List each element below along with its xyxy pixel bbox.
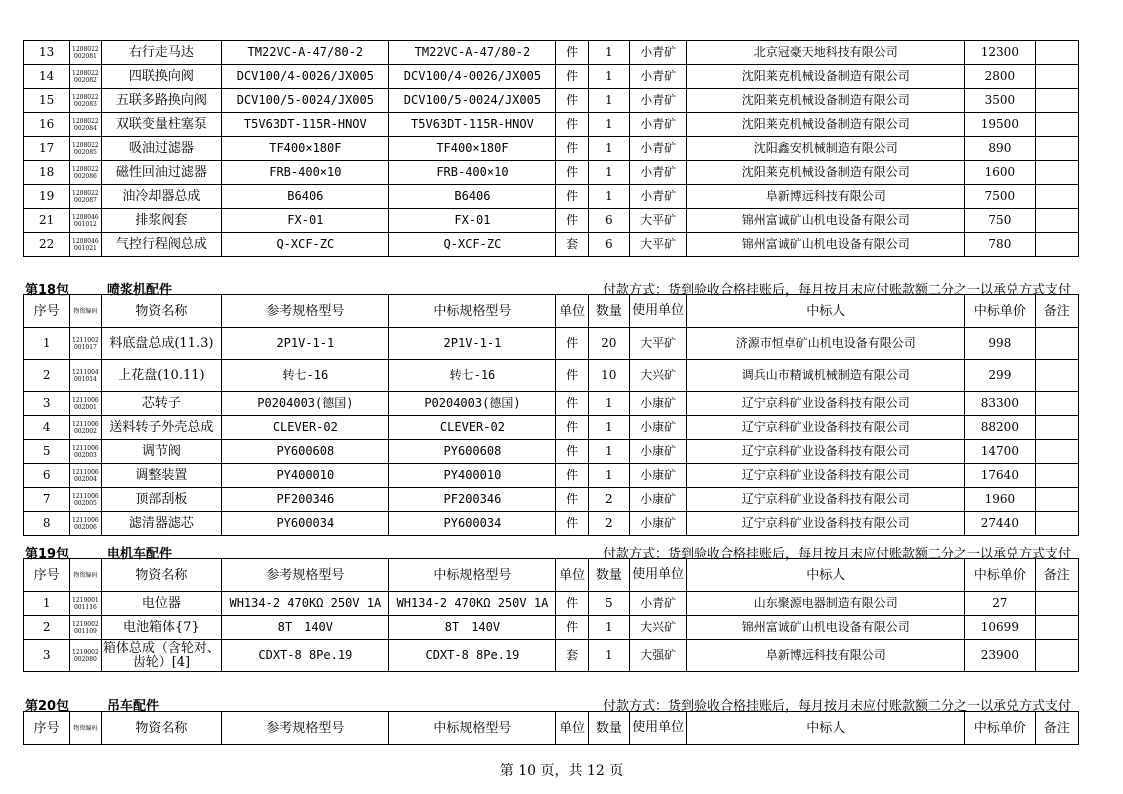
reference-spec: TM22VC-A-47/80-2	[222, 41, 389, 65]
reference-spec: 2P1V-1-1	[222, 328, 389, 360]
material-code: 1211006002002	[70, 416, 101, 440]
unit: 件	[556, 416, 588, 440]
table-row	[24, 512, 1079, 536]
reference-spec: 转七-16	[222, 360, 389, 392]
unit-price: 1960	[965, 488, 1035, 512]
winning-spec: B6406	[389, 185, 556, 209]
row-number: 15	[24, 89, 70, 113]
header-quantity: 数量	[588, 295, 629, 328]
header-winning-bidder: 中标人	[687, 295, 965, 328]
winning-spec: P0204003(德国)	[389, 392, 556, 416]
using-unit: 小青矿	[629, 137, 686, 161]
row-number: 17	[24, 137, 70, 161]
winning-spec: Q-XCF-ZC	[389, 233, 556, 257]
winning-bidder: 沈阳莱克机械设备制造有限公司	[687, 161, 965, 185]
remarks	[1035, 113, 1078, 137]
material-name: 排浆阀套	[101, 209, 222, 233]
material-name: 五联多路换向阀	[101, 89, 222, 113]
header-winning-bidder: 中标人	[687, 712, 965, 745]
winning-bidder: 沈阳莱克机械设备制造有限公司	[687, 89, 965, 113]
quantity: 1	[588, 185, 629, 209]
winning-spec: TF400×180F	[389, 137, 556, 161]
remarks	[1035, 440, 1078, 464]
winning-bidder: 辽宁京科矿业设备科技有限公司	[687, 392, 965, 416]
material-code: 1211006002005	[70, 488, 101, 512]
material-name: 气控行程阀总成	[101, 233, 222, 257]
table-row	[24, 360, 1079, 392]
payment-terms: 付款方式：货到验收合格挂账后，每月按月末应付账款额二分之一以承兑方式支付	[602, 283, 1071, 298]
material-code: 1211006002006	[70, 512, 101, 536]
unit: 套	[556, 640, 588, 672]
table-header-row	[24, 295, 1079, 328]
reference-spec: CDXT-8 8Pe.19	[222, 640, 389, 672]
winning-spec: DCV100/5-0024/JX005	[389, 89, 556, 113]
material-name: 调节阀	[101, 440, 222, 464]
remarks	[1035, 512, 1078, 536]
table-row	[24, 233, 1079, 257]
quantity: 1	[588, 392, 629, 416]
reference-spec: PY400010	[222, 464, 389, 488]
material-code: 1211004001014	[70, 360, 101, 392]
unit: 件	[556, 161, 588, 185]
using-unit: 大平矿	[629, 233, 686, 257]
header-unit-price: 中标单价	[965, 295, 1035, 328]
using-unit: 小康矿	[629, 512, 686, 536]
page-footer: 第 10 页，共 12 页	[499, 763, 624, 779]
row-number: 21	[24, 209, 70, 233]
material-name: 箱体总成（含轮对、齿轮）[4]	[102, 640, 220, 670]
package-title: 电机车配件	[107, 547, 173, 562]
material-name: 油冷却器总成	[101, 185, 222, 209]
header-remarks: 备注	[1035, 712, 1078, 745]
row-number: 19	[24, 185, 70, 209]
unit: 件	[556, 512, 588, 536]
material-code: 1211002001017	[70, 328, 101, 360]
row-number: 16	[24, 113, 70, 137]
unit-price: 83300	[965, 392, 1035, 416]
winning-spec: 2P1V-1-1	[389, 328, 556, 360]
row-number: 7	[24, 488, 70, 512]
material-name: 右行走马达	[101, 41, 222, 65]
header-reference-spec: 参考规格型号	[222, 712, 389, 745]
unit-price: 998	[965, 328, 1035, 360]
material-code: 1208022002087	[70, 185, 101, 209]
header-unit-price: 中标单价	[965, 559, 1035, 592]
package-title: 吊车配件	[107, 699, 160, 714]
material-name: 料底盘总成(11.3)	[101, 328, 222, 360]
unit: 件	[556, 185, 588, 209]
package-number: 第19包	[25, 547, 70, 562]
material-code: 1211006002001	[70, 392, 101, 416]
header-winning-spec: 中标规格型号	[389, 712, 556, 745]
row-number: 8	[24, 512, 70, 536]
reference-spec: PY600608	[222, 440, 389, 464]
row-number: 3	[24, 640, 70, 672]
unit-price: 780	[965, 233, 1035, 257]
remarks	[1035, 360, 1078, 392]
header-unit: 单位	[556, 712, 588, 745]
unit: 件	[556, 592, 588, 616]
header-winning-spec: 中标规格型号	[389, 295, 556, 328]
quantity: 20	[588, 328, 629, 360]
table-row	[24, 161, 1079, 185]
material-name: 顶部刮板	[101, 488, 222, 512]
reference-spec: B6406	[222, 185, 389, 209]
material-code: 1208022002081	[70, 41, 101, 65]
reference-spec: P0204003(德国)	[222, 392, 389, 416]
remarks	[1035, 464, 1078, 488]
reference-spec: 8T 140V	[222, 616, 389, 640]
reference-spec: Q-XCF-ZC	[222, 233, 389, 257]
winning-spec: PY600034	[389, 512, 556, 536]
quantity: 1	[588, 113, 629, 137]
header-material-code: 物资编码	[70, 559, 101, 592]
unit: 件	[556, 89, 588, 113]
winning-bidder: 阜新博远科技有限公司	[687, 185, 965, 209]
material-name: 调整装置	[101, 464, 222, 488]
unit-price: 17640	[965, 464, 1035, 488]
reference-spec: FX-01	[222, 209, 389, 233]
header-unit-price: 中标单价	[965, 712, 1035, 745]
using-unit: 小青矿	[629, 592, 686, 616]
winning-spec: TM22VC-A-47/80-2	[389, 41, 556, 65]
material-code: 1208022002085	[70, 137, 101, 161]
table-row	[24, 113, 1079, 137]
row-number: 5	[24, 440, 70, 464]
material-code: 1208046001021	[70, 233, 101, 257]
reference-spec: TF400×180F	[222, 137, 389, 161]
table-row	[24, 440, 1079, 464]
unit: 件	[556, 41, 588, 65]
header-material-code: 物资编码	[70, 295, 101, 328]
winning-bidder: 济源市恒卓矿山机电设备有限公司	[687, 328, 965, 360]
material-code: 1208022002084	[70, 113, 101, 137]
row-number: 1	[24, 328, 70, 360]
quantity: 1	[588, 137, 629, 161]
winning-spec: 转七-16	[389, 360, 556, 392]
header-unit: 单位	[556, 559, 588, 592]
using-unit: 小康矿	[629, 464, 686, 488]
parts-table-top	[23, 40, 1079, 257]
using-unit: 小青矿	[629, 89, 686, 113]
unit-price: 12300	[965, 41, 1035, 65]
header-material-name: 物资名称	[101, 559, 222, 592]
header-row-number: 序号	[24, 712, 70, 745]
using-unit: 小康矿	[629, 440, 686, 464]
unit-price: 14700	[965, 440, 1035, 464]
row-number: 3	[24, 392, 70, 416]
table-row	[24, 137, 1079, 161]
winning-bidder: 阜新博远科技有限公司	[687, 640, 965, 672]
remarks	[1035, 209, 1078, 233]
header-quantity: 数量	[588, 712, 629, 745]
winning-bidder: 锦州富诚矿山机电设备有限公司	[687, 616, 965, 640]
row-number: 4	[24, 416, 70, 440]
package-title: 喷浆机配件	[107, 283, 173, 298]
table-row	[24, 640, 1079, 672]
header-quantity: 数量	[588, 559, 629, 592]
header-reference-spec: 参考规格型号	[222, 295, 389, 328]
header-remarks: 备注	[1035, 295, 1078, 328]
using-unit: 小青矿	[629, 113, 686, 137]
material-name: 芯转子	[101, 392, 222, 416]
section-20-header	[23, 695, 1079, 714]
table-row	[24, 592, 1079, 616]
winning-spec: DCV100/4-0026/JX005	[389, 65, 556, 89]
quantity: 2	[588, 488, 629, 512]
remarks	[1035, 616, 1078, 640]
payment-terms: 付款方式：货到验收合格挂账后，每月按月末应付账款额二分之一以承兑方式支付	[602, 547, 1071, 562]
remarks	[1035, 137, 1078, 161]
using-unit: 小康矿	[629, 392, 686, 416]
using-unit: 小康矿	[629, 416, 686, 440]
row-number: 22	[24, 233, 70, 257]
winning-bidder: 沈阳鑫安机械制造有限公司	[687, 137, 965, 161]
material-name: 四联换向阀	[101, 65, 222, 89]
quantity: 1	[588, 464, 629, 488]
winning-spec: PF200346	[389, 488, 556, 512]
remarks	[1035, 233, 1078, 257]
material-name: 电池箱体{7}	[101, 616, 222, 640]
winning-bidder: 调兵山市精诚机械制造有限公司	[687, 360, 965, 392]
row-number: 18	[24, 161, 70, 185]
material-code: 1219001001116	[70, 592, 101, 616]
quantity: 10	[588, 360, 629, 392]
material-code: 1208022002086	[70, 161, 101, 185]
material-name: 吸油过滤器	[101, 137, 222, 161]
winning-spec: FX-01	[389, 209, 556, 233]
using-unit: 大强矿	[629, 640, 686, 672]
quantity: 6	[588, 233, 629, 257]
table-header-row	[24, 712, 1079, 745]
package-number: 第20包	[25, 699, 70, 714]
header-row-number: 序号	[24, 559, 70, 592]
unit: 件	[556, 113, 588, 137]
remarks	[1035, 161, 1078, 185]
table-row	[24, 89, 1079, 113]
table-row	[24, 209, 1079, 233]
header-using-unit: 使用单位	[629, 712, 686, 745]
unit-price: 7500	[965, 185, 1035, 209]
header-row-number: 序号	[24, 295, 70, 328]
remarks	[1035, 592, 1078, 616]
unit: 件	[556, 464, 588, 488]
remarks	[1035, 328, 1078, 360]
material-name: 双联变量柱塞泵	[101, 113, 222, 137]
row-number: 2	[24, 616, 70, 640]
reference-spec: PY600034	[222, 512, 389, 536]
using-unit: 小康矿	[629, 488, 686, 512]
winning-bidder: 辽宁京科矿业设备科技有限公司	[687, 512, 965, 536]
material-name: 滤清器滤芯	[101, 512, 222, 536]
unit: 件	[556, 360, 588, 392]
row-number: 2	[24, 360, 70, 392]
row-number: 1	[24, 592, 70, 616]
unit: 套	[556, 233, 588, 257]
winning-bidder: 沈阳莱克机械设备制造有限公司	[687, 113, 965, 137]
winning-bidder: 锦州富诚矿山机电设备有限公司	[687, 209, 965, 233]
unit-price: 23900	[965, 640, 1035, 672]
remarks	[1035, 185, 1078, 209]
table-row	[24, 185, 1079, 209]
parts-table-20	[23, 711, 1079, 745]
quantity: 2	[588, 512, 629, 536]
quantity: 1	[588, 440, 629, 464]
using-unit: 大兴矿	[629, 360, 686, 392]
material-code: 1208022002083	[70, 89, 101, 113]
material-name: 电位器	[101, 592, 222, 616]
winning-spec: CLEVER-02	[389, 416, 556, 440]
table-row	[24, 65, 1079, 89]
table-row	[24, 464, 1079, 488]
table-row	[24, 488, 1079, 512]
unit: 件	[556, 488, 588, 512]
material-name: 送料转子外壳总成	[101, 416, 222, 440]
parts-table-18	[23, 294, 1079, 536]
reference-spec: DCV100/5-0024/JX005	[222, 89, 389, 113]
remarks	[1035, 89, 1078, 113]
row-number: 14	[24, 65, 70, 89]
unit: 件	[556, 616, 588, 640]
using-unit: 小青矿	[629, 161, 686, 185]
material-code: 1211006002003	[70, 440, 101, 464]
winning-bidder: 辽宁京科矿业设备科技有限公司	[687, 440, 965, 464]
header-material-code: 物资编码	[70, 712, 101, 745]
row-number: 13	[24, 41, 70, 65]
header-material-name: 物资名称	[101, 295, 222, 328]
winning-bidder: 山东聚源电器制造有限公司	[687, 592, 965, 616]
quantity: 6	[588, 209, 629, 233]
reference-spec: DCV100/4-0026/JX005	[222, 65, 389, 89]
table-row	[24, 392, 1079, 416]
quantity: 1	[588, 616, 629, 640]
header-material-name: 物资名称	[101, 712, 222, 745]
unit: 件	[556, 392, 588, 416]
quantity: 1	[588, 640, 629, 672]
unit-price: 890	[965, 137, 1035, 161]
unit-price: 10699	[965, 616, 1035, 640]
header-using-unit: 使用单位	[629, 559, 686, 592]
material-code: 1211006002004	[70, 464, 101, 488]
winning-bidder: 辽宁京科矿业设备科技有限公司	[687, 464, 965, 488]
winning-spec: 8T 140V	[389, 616, 556, 640]
winning-spec: PY400010	[389, 464, 556, 488]
material-code: 1208046001012	[70, 209, 101, 233]
material-name: 上花盘(10.11)	[101, 360, 222, 392]
package-number: 第18包	[25, 283, 70, 298]
material-code: 1219002001109	[70, 616, 101, 640]
unit-price: 750	[965, 209, 1035, 233]
winning-spec: FRB-400×10	[389, 161, 556, 185]
header-reference-spec: 参考规格型号	[222, 559, 389, 592]
header-unit: 单位	[556, 295, 588, 328]
header-winning-bidder: 中标人	[687, 559, 965, 592]
table-row	[24, 616, 1079, 640]
reference-spec: FRB-400×10	[222, 161, 389, 185]
header-using-unit: 使用单位	[629, 295, 686, 328]
remarks	[1035, 392, 1078, 416]
winning-bidder: 辽宁京科矿业设备科技有限公司	[687, 416, 965, 440]
winning-bidder: 沈阳莱克机械设备制造有限公司	[687, 65, 965, 89]
reference-spec: T5V63DT-115R-HNOV	[222, 113, 389, 137]
quantity: 1	[588, 416, 629, 440]
winning-bidder: 锦州富诚矿山机电设备有限公司	[687, 233, 965, 257]
quantity: 1	[588, 161, 629, 185]
using-unit: 小青矿	[629, 41, 686, 65]
quantity: 1	[588, 65, 629, 89]
quantity: 1	[588, 89, 629, 113]
remarks	[1035, 41, 1078, 65]
unit: 件	[556, 65, 588, 89]
table-row	[24, 41, 1079, 65]
remarks	[1035, 65, 1078, 89]
section-19-header	[23, 543, 1079, 562]
table-header-row	[24, 559, 1079, 592]
table-row	[24, 328, 1079, 360]
quantity: 1	[588, 41, 629, 65]
using-unit: 小青矿	[629, 65, 686, 89]
unit-price: 2800	[965, 65, 1035, 89]
winning-bidder: 北京冠豪天地科技有限公司	[687, 41, 965, 65]
unit-price: 27	[965, 592, 1035, 616]
unit-price: 19500	[965, 113, 1035, 137]
reference-spec: WH134-2 470KΩ 250V 1A	[222, 592, 389, 616]
section-18-header	[23, 279, 1079, 298]
using-unit: 小青矿	[629, 185, 686, 209]
parts-table-19	[23, 558, 1079, 672]
remarks	[1035, 488, 1078, 512]
unit: 件	[556, 328, 588, 360]
unit-price: 27440	[965, 512, 1035, 536]
unit-price: 299	[965, 360, 1035, 392]
unit-price: 88200	[965, 416, 1035, 440]
row-number: 6	[24, 464, 70, 488]
winning-spec: PY600608	[389, 440, 556, 464]
using-unit: 大兴矿	[629, 616, 686, 640]
winning-bidder: 辽宁京科矿业设备科技有限公司	[687, 488, 965, 512]
reference-spec: PF200346	[222, 488, 389, 512]
header-remarks: 备注	[1035, 559, 1078, 592]
unit-price: 1600	[965, 161, 1035, 185]
unit-price: 3500	[965, 89, 1035, 113]
using-unit: 大平矿	[629, 209, 686, 233]
quantity: 5	[588, 592, 629, 616]
winning-spec: WH134-2 470KΩ 250V 1A	[389, 592, 556, 616]
unit: 件	[556, 137, 588, 161]
material-code: 1219002002080	[70, 640, 101, 672]
unit: 件	[556, 440, 588, 464]
winning-spec: T5V63DT-115R-HNOV	[389, 113, 556, 137]
table-row	[24, 416, 1079, 440]
remarks	[1035, 416, 1078, 440]
winning-spec: CDXT-8 8Pe.19	[389, 640, 556, 672]
remarks	[1035, 640, 1078, 672]
unit: 件	[556, 209, 588, 233]
payment-terms: 付款方式：货到验收合格挂账后，每月按月末应付账款额二分之一以承兑方式支付	[602, 699, 1071, 714]
material-code: 1208022002082	[70, 65, 101, 89]
material-name: 磁性回油过滤器	[101, 161, 222, 185]
using-unit: 大平矿	[629, 328, 686, 360]
header-winning-spec: 中标规格型号	[389, 559, 556, 592]
reference-spec: CLEVER-02	[222, 416, 389, 440]
